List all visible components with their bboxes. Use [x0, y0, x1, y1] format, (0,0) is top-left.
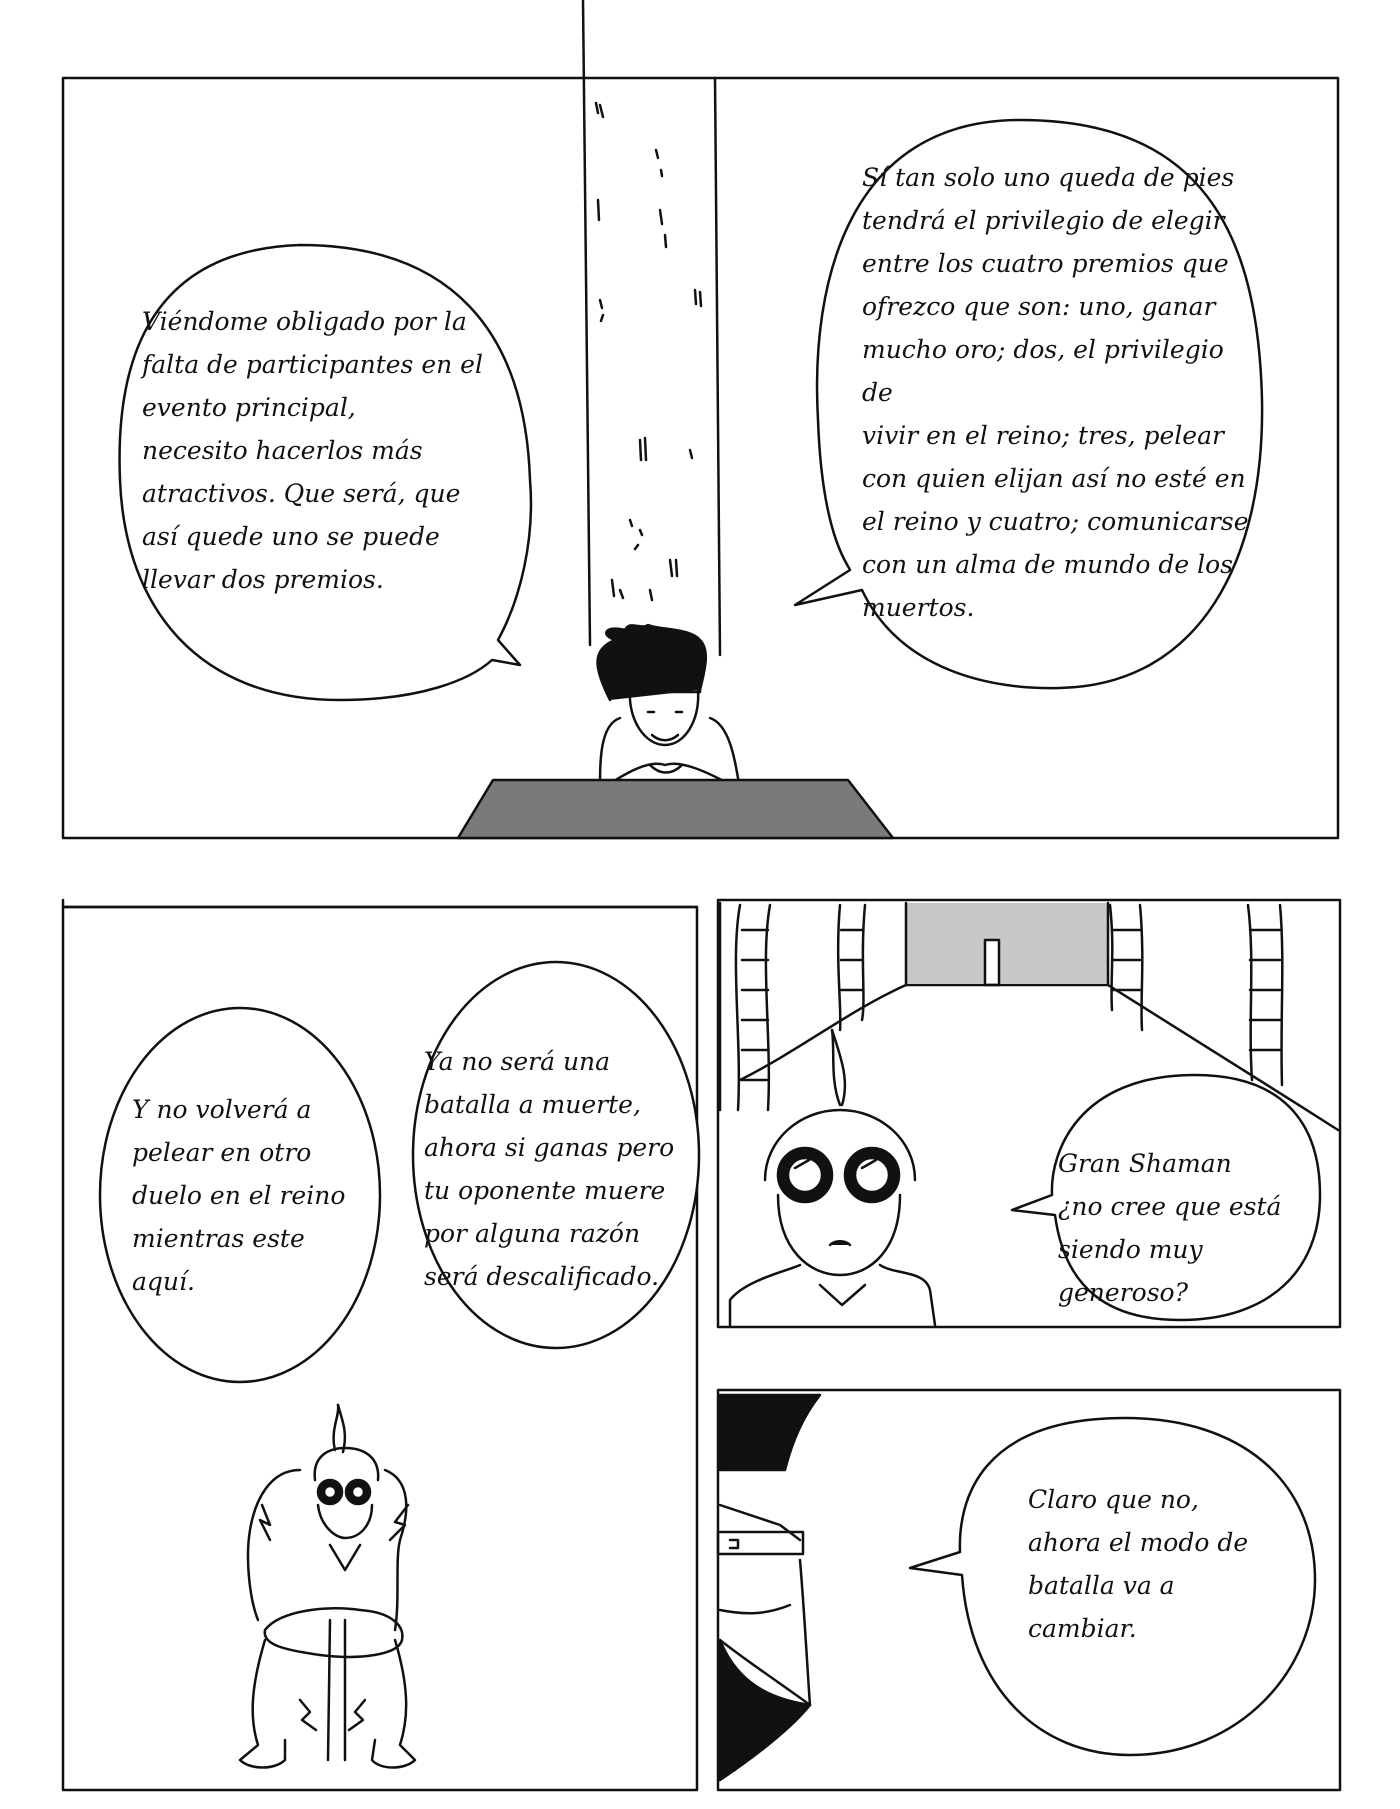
shaman-character-seated	[590, 625, 745, 795]
goggles-character-crouching	[240, 1405, 415, 1768]
speech-bubble-6-text: Claro que no, ahora el modo de batalla va a cambiar.	[1028, 1485, 1249, 1643]
goggles-character-portrait	[730, 1030, 935, 1325]
gray-table	[458, 780, 893, 838]
speech-bubble-1-text: Viéndome obligado por la falta de participantes en el evento principal, necesito hacerlos más atractivos. Que será, que así quede uno se puede llevar dos premios.	[142, 307, 483, 594]
stone-pillar-illustration	[583, 0, 720, 655]
shaman-character-closeup	[718, 1395, 820, 1780]
speech-bubble-3-text: Y no volverá a pelear en otro duelo en el reino mientras este aquí.	[132, 1095, 346, 1296]
speech-bubble-4-text: Ya no será una batalla a muerte, ahora si ganas pero tu oponente muere por alguna razón será descalificado.	[424, 1047, 675, 1291]
speech-bubble-5-text: Gran Shaman ¿no cree que está siendo muy generoso?	[1058, 1149, 1282, 1307]
speech-bubble-2-text: Sí tan solo uno queda de pies tendrá el privilegio de elegir entre los cuatro premios que ofrezco que son: uno, ganar mucho oro; dos, el privilegio de vivir en el reino; tres, pelear con quien elijan así no esté en el reino y cuatro; comunicarse con un alma de mundo de los muertos.	[862, 163, 1249, 622]
